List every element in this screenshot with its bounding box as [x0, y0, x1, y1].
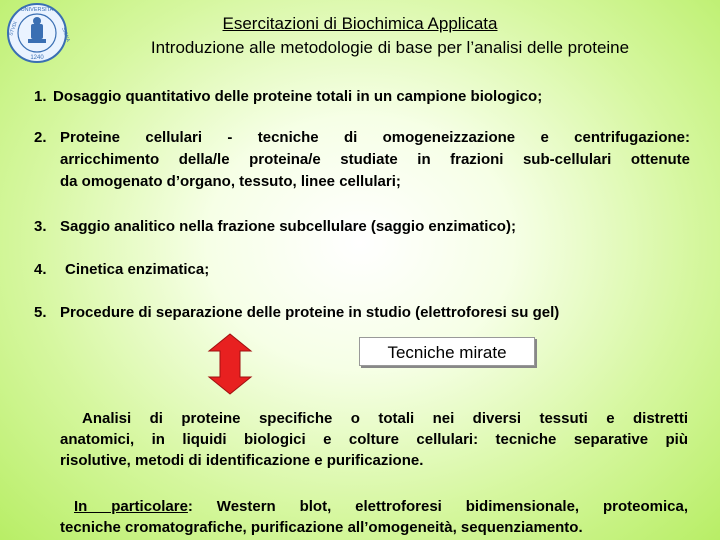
page-subtitle: Introduzione alle metodologie di base per l’analisi delle proteine	[150, 38, 630, 57]
paragraph-line: risolutive, metodi di identificazione e purificazione.	[60, 452, 424, 469]
list-item-4	[34, 260, 694, 280]
callout-box: Tecniche mirate	[359, 337, 535, 366]
logo-text-left: STVDI	[8, 20, 19, 37]
logo-text-top: UNIVERSITA	[20, 7, 54, 13]
list-item-text: Dosaggio quantitativo delle proteine totali in un campione biologico;	[53, 88, 543, 105]
paragraph-line-rest: : Western blot, elettroforesi bidimensionale, proteomica,	[187, 498, 688, 515]
list-item-2	[34, 128, 694, 192]
list-item-number: 5.	[34, 304, 47, 321]
list-item-line: da omogenato d’organo, tessuto, linee cellulari;	[60, 173, 401, 190]
page-title: Esercitazioni di Biochimica Applicata	[222, 14, 498, 33]
list-item-number: 2.	[34, 129, 47, 146]
paragraph-line: Analisi di proteine specifiche o totali nei diversi tessuti e distretti	[82, 410, 688, 427]
paragraph-line: tecniche cromatografiche, purificazione all’omogeneità, sequenziamento.	[60, 519, 583, 536]
logo-text-right: SIENA	[60, 26, 71, 43]
list-item-line: arricchimento della/le proteina/e studiate in frazioni sub-cellulari ottenute	[60, 151, 690, 168]
list-item-3	[34, 217, 694, 237]
list-item-text: Saggio analitico nella frazione subcellulare (saggio enzimatico);	[60, 218, 516, 235]
list-item-text: Cinetica enzimatica;	[65, 261, 210, 278]
list-item-5	[34, 303, 694, 323]
logo-year: 1240	[30, 55, 44, 61]
paragraph-line	[60, 496, 688, 517]
list-item-number: 4.	[34, 261, 47, 278]
paragraph-line: anatomici, in liquidi biologici e colture cellulari: tecniche separative più	[60, 431, 688, 448]
paragraph-in-particular	[60, 496, 688, 540]
list-item-number: 1.	[34, 88, 47, 105]
list-item-text: Procedure di separazione delle proteine in studio (elettroforesi su gel)	[60, 304, 560, 321]
list-item-number: 3.	[34, 218, 47, 235]
list-item-line: Proteine cellulari - tecniche di omogeneizzazione e centrifugazione:	[60, 129, 690, 146]
double-arrow-icon	[207, 333, 253, 395]
in-particular-label: In particolare	[74, 498, 188, 515]
list-item-1	[34, 87, 694, 107]
paragraph-analysis	[60, 408, 688, 474]
